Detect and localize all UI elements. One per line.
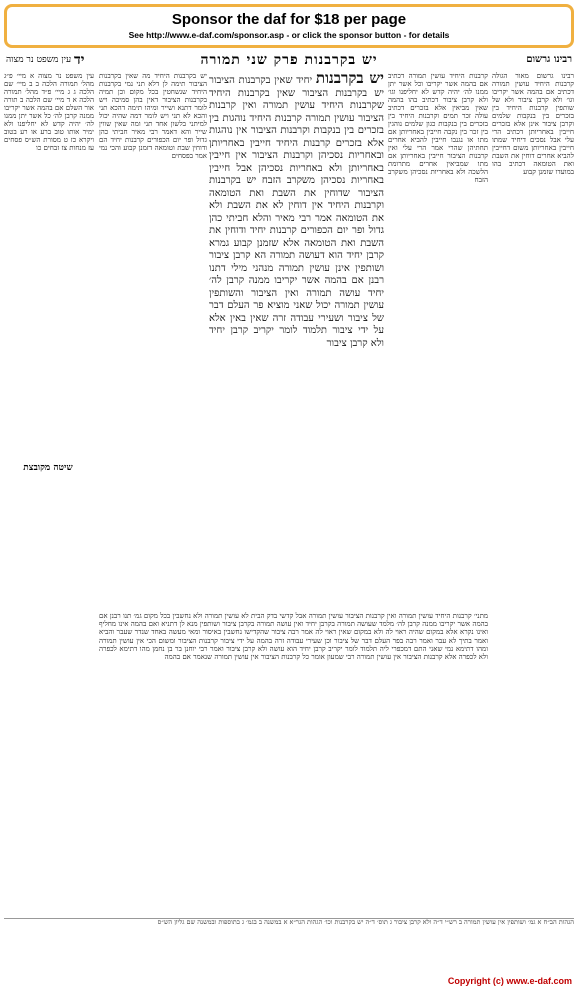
sponsor-title: Sponsor the daf for $18 per page <box>171 11 407 28</box>
main-lead-word: יש בקרבנות <box>315 72 384 87</box>
header-right-label: רבינו גרשום <box>526 54 572 65</box>
sponsor-banner[interactable] <box>4 4 574 48</box>
rabbeinu-gershom-column: רבינו גרשום מאור הגולה קרבנות היחיד עושין תמורה דכתיב אם בהמה אשר יקריבו וגו׳ ולא קרבן ציבור ולא של שותפין קרבנות היחיד בין בזכרים בין בנקבות שלמים וקרבן ציבור אינן אלא בזכרים חייבין באחריותן דכתיב הרי עלי אבל נסכים דיחיד שמתו חייבין באחריותן משום דחייבין להביא אחרים דוחין את השבת ואת הטומאה דכתיב בהו במועדו שזמנן קבוע <box>492 72 574 176</box>
tosfot-column: יש בקרבנות היחיד מה שאין בקרבנות הציבור תימה לן דלא תני נמי בקרבנות היחיד שנשחטין בכל מקום וכן תמיה בקרבנות הציבור דאין בהן סמיכה ויש לומר דתנא ושייר ומיהו תימה דהכא תני והכא לא תני ויש לומר דמה שהיה יכול למיתני בלשון אחד תני ומה שאין שווין שייר והא דאמר רבי מאיר חביתי כהן גדול ופר יום הכפורים קרבנות יחיד הם ודוחין שבת וטומאה דזמנן קבוע והכי נמי אמר בפסחים <box>99 72 207 160</box>
section-divider-label: שיטה מקובצת <box>23 463 73 473</box>
lower-commentary-block: מתני׳ קרבנות היחיד עושין תמורה ואין קרבנות הציבור עושין תמורה אבל קדשי בדק הבית לא עושין תמורה ולא נחשבין בכל מקום גמ׳ תנו רבנן אם בהמה אשר יקריבו ממנה קרבן לה׳ מלמד שעושה תמורה בקרבן יחיד ואין עושה תמורה בקרבן ציבור ושותפין מנא לן דתניא ואם בהמה אינו מחליף ואינו נקרא אלא במקום שהיה ראוי לה ולא במקום שאין ראוי לה אמר רבה ציבור שהקדישו נחשבין באיסור ומאי מעשה באחד שנדר שעבר והביא ואמר בתיך לא עבר ואמר רבה בפר העלם דבר של ציבור וכן שעירי עבודה זרה בהמה על ידי ציבור קרבנות הציבור ומשום הכי אין עושין תמורה ומהו דתימא נמי שאני התם דמכפרי ליה תלמוד לומר יקריב קרבן יחיד הוא עושה ולא קרבן ציבור ואמר רבי יוחנן בר בן נחמן מהו דתימא לכפרה ולא לכפרה אלא קרבנות הציבור אין עושין תמורה רבי שמעון אומר כל קרבנות הציבור אין עושין תמורה שנאמר אם בהמה <box>99 612 488 662</box>
ein-mishpat-column: עין משפט נר מצוה א מיי׳ פ״ג מהל׳ תמורה הלכה ב ב מיי׳ שם הלכה ג ג מיי׳ פ״ד מהל׳ תמורה הלכה א ד מיי׳ שם הלכה ב תורה אור השלם אם בהמה אשר יקריבו ממנה קרבן לה׳ כל אשר יתן ממנו לה׳ יהיה קדש לא יחליפנו ולא ימיר אותו טוב ברע או רע בטוב ויקרא כז ט מסורת הש״ס פסחים עז מנחות צז זבחים כו <box>4 72 94 152</box>
page-header <box>4 52 574 70</box>
header-left-label: עין משפט נר מצוה <box>6 55 72 65</box>
sponsor-subtitle[interactable]: See http://www.e-daf.com/sponsor.asp - or click the sponsor button - for details <box>128 30 450 40</box>
main-text-body: יחיד שאין בקרבנות הציבור יש בקרבנות הציבור שאין בקרבנות היחיד שקרבנות היחיד עושין תמורה ואין קרבנות הציבור עושין תמורה קרבנות היחיד נוהגות בין בזכרים בין בנקבות וקרבנות הציבור אין נוהגות אלא בזכרים קרבנות היחיד חייבין באחריותן ובאחריות נסכיהן וקרבנות הציבור אין חייבין באחריותן ולא באחריות נסכיהן אבל חייבין באחריות נסכיהן משקרב הזבח יש בקרבנות הציבור שדוחין את השבת ואת הטומאה וקרבנות היחיד אין דוחין לא את השבת ולא את הטומאה אמר רבי מאיר והלא חביתי כהן גדול ופר יום הכפורים קרבנות יחיד ודוחין את השבת ואת הטומאה אלא שזמנן קבוע גמרא קרבן יחיד הוא דעושה תמורה הא קרבן ציבור ושותפין אינן עושין תמורה מנהני מילי דתנו רבנן אם בהמה אשר יקריבו ממנה קרבן לה׳ יחיד עושה תמורה ואין הציבור והשותפין עושין תמורה יכול שאני מוציא פר העלם דבר של ציבור ושעירי עבודה זרה שאין באין אלא על ידי ציבור תלמוד לומר יקריב קרבן יחיד ולא קרבן ציבור <box>209 75 384 349</box>
tractate-title: יש בקרבנות פרק שני תמורה <box>200 52 378 68</box>
talmud-page <box>4 52 574 974</box>
daf-number: יד <box>74 52 85 68</box>
rashi-column: קרבנות היחיד עושין תמורה דכתיב אם בהמה אשר יקריבו וכל אשר יתן ממנו לה׳ יהיה קדש לא יחליפנו וגו׳ ולא קרבן ציבור דכתיב בהו בהמה שאין מביאין אלא בזכרים דכתיב עולה זכר תמים וקרבנות היחיד בין בזכרים בין בנקבות כגון שלמים נוהגין בין זכר בין נקבה חייבין באחריותן אם מתו או נגנבו חייבין להביא אחרים תחתיהן שהרי אמר הרי עלי ואין קרבנות הציבור חייבין באחריותן אם מתו שמביאין אחרים מתרומת הלשכה ולא באחריות נסכיהן משקרב הזבח <box>388 72 488 184</box>
main-text-block <box>209 72 384 612</box>
footer-glosses: הגהות הב״ח א גמ׳ ושותפין אין עושין תמורה ב רש״י ד״ה ולא קרבן ציבור ג תוס׳ ד״ה יש בקרבנות וכו׳ הגהות הגר״א א במשנה ב בגמ׳ ג בתוספות ובמשנה שם גליון הש״ס <box>4 918 574 971</box>
copyright-notice[interactable]: Copyright (c) www.e-daf.com <box>447 976 572 986</box>
